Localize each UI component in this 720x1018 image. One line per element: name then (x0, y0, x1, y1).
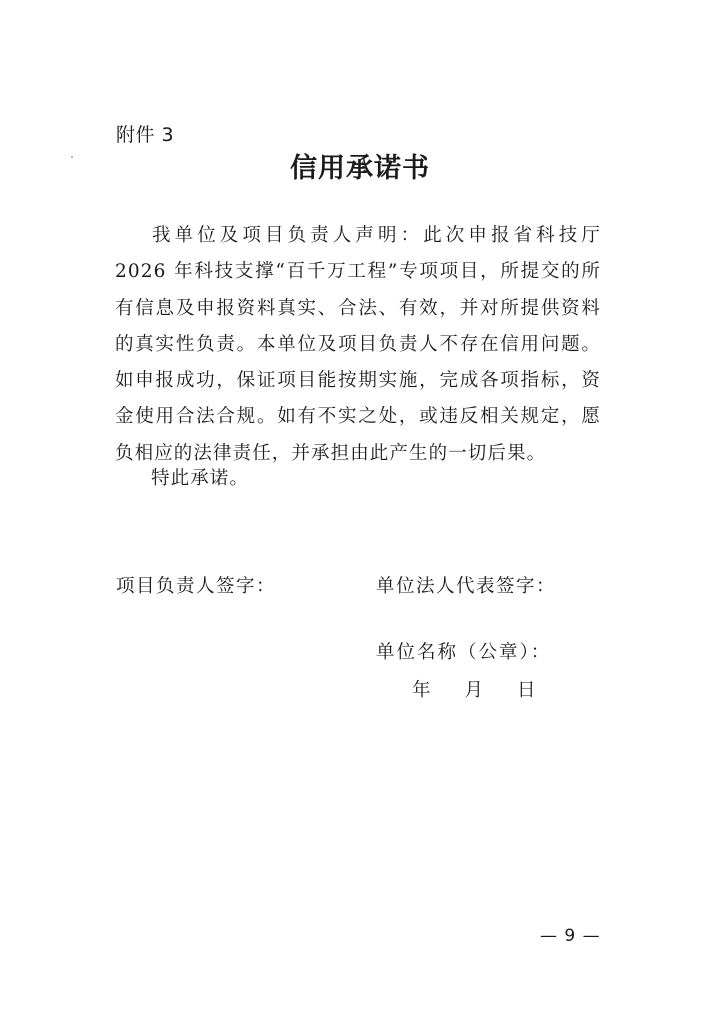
page-number: — 9 — (540, 926, 601, 946)
date-day-label: 日 (517, 680, 536, 701)
pledge-statement: 特此承诺。 (151, 468, 250, 489)
declaration-paragraph: 我单位及项目负责人声明：此次申报省科技厅 2026 年科技支撑“百千万工程”专项项目，所提交的所有信息及申报资料真实、合法、有效，并对所提供资料的真实性负责。本单位及项目负责人不存在信用问题。如申报成功，保证项目能按期实施，完成各项指标，资金使用合法合规。如有不实之处，或违反相关规定，愿负相应的法律责任，并承担由此产生的一切后果。 (115, 225, 601, 464)
page-title: 信用承诺书 (290, 153, 430, 184)
attachment-label: 附件 3 (116, 124, 175, 146)
legal-representative-signature-label: 单位法人代表签字： (376, 576, 557, 597)
date-year-label: 年 (412, 680, 431, 701)
scan-artifact (71, 156, 73, 158)
date-line (412, 676, 536, 702)
date-month-label: 月 (464, 680, 484, 701)
declaration-body (115, 218, 601, 472)
project-leader-signature-label: 项目负责人签字： (116, 576, 277, 597)
unit-name-seal-label: 单位名称（公章）： (376, 642, 552, 663)
